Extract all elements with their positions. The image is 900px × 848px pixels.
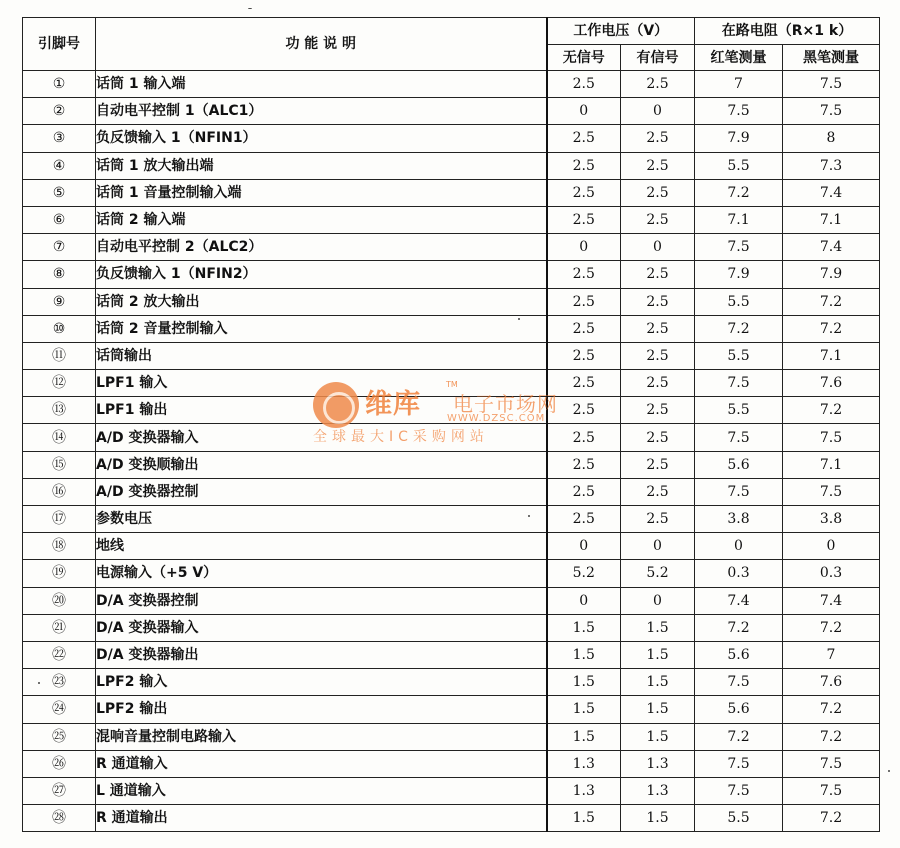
- resistance-red-probe: 7.2: [695, 179, 783, 206]
- resistance-red-probe: 7: [695, 71, 783, 98]
- voltage-no-signal: 2.5: [547, 125, 621, 152]
- watermark-tm: TM: [446, 380, 458, 389]
- voltage-no-signal: 2.5: [547, 315, 621, 342]
- resistance-red-probe: 5.5: [695, 805, 783, 832]
- voltage-with-signal: 2.5: [621, 261, 695, 288]
- pin-number: ⑭: [23, 424, 96, 451]
- table-row: [23, 696, 880, 723]
- header-with-signal: 有信号: [621, 45, 695, 71]
- voltage-no-signal: 2.5: [547, 506, 621, 533]
- function-description: 负反馈输入 1（NFIN1）: [96, 125, 547, 152]
- function-description: LPF2 输入: [96, 669, 547, 696]
- resistance-red-probe: 5.6: [695, 451, 783, 478]
- resistance-black-probe: 7.6: [783, 370, 880, 397]
- resistance-red-probe: 7.9: [695, 125, 783, 152]
- function-description: 话筒 2 输入端: [96, 206, 547, 233]
- voltage-with-signal: 2.5: [621, 451, 695, 478]
- watermark-domain: WWW.DZSC.COM: [447, 413, 546, 424]
- voltage-with-signal: 1.3: [621, 777, 695, 804]
- function-description: D/A 变换器输出: [96, 641, 547, 668]
- resistance-black-probe: 7.1: [783, 451, 880, 478]
- function-description: D/A 变换器控制: [96, 587, 547, 614]
- voltage-with-signal: 2.5: [621, 152, 695, 179]
- voltage-no-signal: 2.5: [547, 397, 621, 424]
- voltage-no-signal: 2.5: [547, 179, 621, 206]
- resistance-black-probe: 7.4: [783, 587, 880, 614]
- voltage-with-signal: 1.5: [621, 805, 695, 832]
- table-row: [23, 71, 880, 98]
- resistance-red-probe: 5.6: [695, 641, 783, 668]
- pin-number: ⑦: [23, 234, 96, 261]
- header-no-signal: 无信号: [547, 45, 621, 71]
- resistance-black-probe: 7.9: [783, 261, 880, 288]
- resistance-red-probe: 5.5: [695, 397, 783, 424]
- voltage-no-signal: 1.5: [547, 723, 621, 750]
- scan-speck: [248, 8, 252, 9]
- resistance-red-probe: 7.9: [695, 261, 783, 288]
- resistance-black-probe: 7.5: [783, 71, 880, 98]
- pin-number: ②: [23, 98, 96, 125]
- function-description: 自动电平控制 1（ALC1）: [96, 98, 547, 125]
- voltage-with-signal: 2.5: [621, 315, 695, 342]
- pin-number: ⑥: [23, 206, 96, 233]
- pin-number: ③: [23, 125, 96, 152]
- function-description: R 通道输出: [96, 805, 547, 832]
- pin-number: ⑰: [23, 506, 96, 533]
- resistance-red-probe: 7.5: [695, 478, 783, 505]
- function-description: LPF1 输出: [96, 397, 547, 424]
- resistance-red-probe: 7.5: [695, 750, 783, 777]
- table-row: [23, 342, 880, 369]
- voltage-with-signal: 2.5: [621, 370, 695, 397]
- table-row: [23, 805, 880, 832]
- pin-number: ㉗: [23, 777, 96, 804]
- resistance-black-probe: 7.2: [783, 315, 880, 342]
- function-description: 电源输入（+5 V）: [96, 560, 547, 587]
- voltage-with-signal: 2.5: [621, 478, 695, 505]
- resistance-red-probe: 7.4: [695, 587, 783, 614]
- function-description: R 通道输入: [96, 750, 547, 777]
- function-description: 话筒输出: [96, 342, 547, 369]
- pin-number: ㉑: [23, 614, 96, 641]
- table-row: [23, 669, 880, 696]
- function-description: 混响音量控制电路输入: [96, 723, 547, 750]
- pin-number: ㉒: [23, 641, 96, 668]
- voltage-with-signal: 1.3: [621, 750, 695, 777]
- pin-number: ⑧: [23, 261, 96, 288]
- pin-number: ㉔: [23, 696, 96, 723]
- header-black-probe: 黑笔测量: [783, 45, 880, 71]
- voltage-no-signal: 1.5: [547, 641, 621, 668]
- function-description: 话筒 1 音量控制输入端: [96, 179, 547, 206]
- resistance-red-probe: 7.1: [695, 206, 783, 233]
- voltage-no-signal: 2.5: [547, 206, 621, 233]
- voltage-no-signal: 2.5: [547, 424, 621, 451]
- resistance-red-probe: 7.5: [695, 370, 783, 397]
- pin-number: ⑩: [23, 315, 96, 342]
- watermark-subtitle: 电子市场网: [453, 392, 558, 416]
- voltage-with-signal: 1.5: [621, 723, 695, 750]
- table-row: [23, 315, 880, 342]
- header-resistance-group: 在路电阻（R×1 k）: [695, 18, 880, 45]
- table-row: [23, 506, 880, 533]
- resistance-black-probe: 7.6: [783, 669, 880, 696]
- table-row: [23, 478, 880, 505]
- resistance-red-probe: 7.5: [695, 669, 783, 696]
- voltage-no-signal: 1.3: [547, 777, 621, 804]
- voltage-with-signal: 0: [621, 234, 695, 261]
- voltage-no-signal: 2.5: [547, 71, 621, 98]
- table-row: [23, 206, 880, 233]
- pin-number: ⑮: [23, 451, 96, 478]
- voltage-with-signal: 0: [621, 533, 695, 560]
- pin-number: ㉘: [23, 805, 96, 832]
- resistance-red-probe: 5.6: [695, 696, 783, 723]
- resistance-black-probe: 3.8: [783, 506, 880, 533]
- resistance-black-probe: 7.5: [783, 424, 880, 451]
- resistance-black-probe: 7.3: [783, 152, 880, 179]
- function-description: A/D 变换器控制: [96, 478, 547, 505]
- voltage-no-signal: 2.5: [547, 288, 621, 315]
- header-voltage-group: 工作电压（V）: [547, 18, 695, 45]
- table-row: [23, 451, 880, 478]
- resistance-black-probe: 7.2: [783, 723, 880, 750]
- pin-number: ①: [23, 71, 96, 98]
- function-description: 地线: [96, 533, 547, 560]
- pin-number: ⑳: [23, 587, 96, 614]
- table-row: [23, 179, 880, 206]
- voltage-no-signal: 0: [547, 533, 621, 560]
- voltage-with-signal: 2.5: [621, 71, 695, 98]
- voltage-no-signal: 0: [547, 234, 621, 261]
- function-description: D/A 变换器输入: [96, 614, 547, 641]
- function-description: 话筒 2 放大输出: [96, 288, 547, 315]
- resistance-red-probe: 7.2: [695, 723, 783, 750]
- header-pin: 引脚号: [23, 18, 96, 71]
- resistance-red-probe: 7.5: [695, 98, 783, 125]
- voltage-with-signal: 1.5: [621, 641, 695, 668]
- table-row: [23, 234, 880, 261]
- table-row: [23, 152, 880, 179]
- table-row: [23, 288, 880, 315]
- resistance-red-probe: 7.5: [695, 777, 783, 804]
- header-function: 功 能 说 明: [96, 18, 547, 71]
- table-row: [23, 723, 880, 750]
- function-description: 自动电平控制 2（ALC2）: [96, 234, 547, 261]
- scan-speck: [518, 318, 520, 320]
- pin-number: ㉓: [23, 669, 96, 696]
- voltage-no-signal: 1.3: [547, 750, 621, 777]
- resistance-black-probe: 7.2: [783, 288, 880, 315]
- voltage-no-signal: 1.5: [547, 669, 621, 696]
- voltage-no-signal: 0: [547, 587, 621, 614]
- scan-speck: [888, 770, 890, 772]
- resistance-black-probe: 7.5: [783, 777, 880, 804]
- voltage-no-signal: 2.5: [547, 342, 621, 369]
- voltage-with-signal: 1.5: [621, 669, 695, 696]
- resistance-black-probe: 7.1: [783, 206, 880, 233]
- pin-number: ④: [23, 152, 96, 179]
- pin-function-table: [22, 17, 880, 832]
- resistance-red-probe: 7.5: [695, 424, 783, 451]
- pin-number: ㉕: [23, 723, 96, 750]
- resistance-red-probe: 0.3: [695, 560, 783, 587]
- pin-number: ⑲: [23, 560, 96, 587]
- pin-number: ⑪: [23, 342, 96, 369]
- voltage-with-signal: 2.5: [621, 506, 695, 533]
- resistance-black-probe: 7.5: [783, 750, 880, 777]
- voltage-with-signal: 0: [621, 98, 695, 125]
- function-description: A/D 变换顺输出: [96, 451, 547, 478]
- pin-number: ⑨: [23, 288, 96, 315]
- function-description: L 通道输入: [96, 777, 547, 804]
- resistance-red-probe: 7.2: [695, 315, 783, 342]
- table-row: [23, 641, 880, 668]
- function-description: 话筒 2 音量控制输入: [96, 315, 547, 342]
- table-row: [23, 533, 880, 560]
- table-row: [23, 424, 880, 451]
- voltage-with-signal: 1.5: [621, 696, 695, 723]
- resistance-black-probe: 7.1: [783, 342, 880, 369]
- resistance-red-probe: 5.5: [695, 342, 783, 369]
- function-description: LPF2 输出: [96, 696, 547, 723]
- resistance-black-probe: 7.2: [783, 397, 880, 424]
- voltage-with-signal: 2.5: [621, 424, 695, 451]
- function-description: 话筒 1 放大输出端: [96, 152, 547, 179]
- voltage-no-signal: 0: [547, 98, 621, 125]
- table-row: [23, 98, 880, 125]
- function-description: A/D 变换器输入: [96, 424, 547, 451]
- resistance-red-probe: 3.8: [695, 506, 783, 533]
- table-row: [23, 370, 880, 397]
- resistance-black-probe: 7.5: [783, 98, 880, 125]
- resistance-black-probe: 7.4: [783, 234, 880, 261]
- voltage-with-signal: 5.2: [621, 560, 695, 587]
- voltage-with-signal: 2.5: [621, 397, 695, 424]
- voltage-with-signal: 0: [621, 587, 695, 614]
- scan-speck: [38, 682, 40, 684]
- pin-number: ㉖: [23, 750, 96, 777]
- pin-number: ⑬: [23, 397, 96, 424]
- table-body: [23, 71, 880, 832]
- table-row: [23, 750, 880, 777]
- resistance-red-probe: 5.5: [695, 288, 783, 315]
- pin-number: ⑫: [23, 370, 96, 397]
- voltage-no-signal: 2.5: [547, 478, 621, 505]
- resistance-red-probe: 7.2: [695, 614, 783, 641]
- resistance-black-probe: 7.2: [783, 696, 880, 723]
- function-description: 负反馈输入 1（NFIN2）: [96, 261, 547, 288]
- voltage-no-signal: 2.5: [547, 152, 621, 179]
- voltage-with-signal: 2.5: [621, 288, 695, 315]
- table-row: [23, 397, 880, 424]
- voltage-with-signal: 2.5: [621, 206, 695, 233]
- pin-number: ⑤: [23, 179, 96, 206]
- voltage-no-signal: 2.5: [547, 451, 621, 478]
- pin-number: ⑯: [23, 478, 96, 505]
- function-description: 参数电压: [96, 506, 547, 533]
- voltage-no-signal: 5.2: [547, 560, 621, 587]
- voltage-no-signal: 1.5: [547, 614, 621, 641]
- watermark-brand: 维库: [365, 389, 421, 420]
- voltage-no-signal: 1.5: [547, 696, 621, 723]
- table-row: [23, 560, 880, 587]
- voltage-with-signal: 2.5: [621, 179, 695, 206]
- resistance-black-probe: 7.2: [783, 805, 880, 832]
- resistance-black-probe: 7.5: [783, 478, 880, 505]
- function-description: LPF1 输入: [96, 370, 547, 397]
- watermark-slogan: 全球最大IC采购网站: [313, 429, 489, 445]
- voltage-with-signal: 1.5: [621, 614, 695, 641]
- table-row: [23, 125, 880, 152]
- resistance-black-probe: 8: [783, 125, 880, 152]
- table-row: [23, 777, 880, 804]
- pin-number: ⑱: [23, 533, 96, 560]
- resistance-red-probe: 0: [695, 533, 783, 560]
- function-description: 话筒 1 输入端: [96, 71, 547, 98]
- table-row: [23, 587, 880, 614]
- resistance-black-probe: 7: [783, 641, 880, 668]
- table-row: [23, 614, 880, 641]
- voltage-no-signal: 1.5: [547, 805, 621, 832]
- resistance-black-probe: 7.2: [783, 614, 880, 641]
- voltage-with-signal: 2.5: [621, 125, 695, 152]
- voltage-no-signal: 2.5: [547, 370, 621, 397]
- resistance-red-probe: 7.5: [695, 234, 783, 261]
- resistance-black-probe: 0: [783, 533, 880, 560]
- voltage-no-signal: 2.5: [547, 261, 621, 288]
- resistance-red-probe: 5.5: [695, 152, 783, 179]
- header-red-probe: 红笔测量: [695, 45, 783, 71]
- resistance-black-probe: 0.3: [783, 560, 880, 587]
- table-row: [23, 261, 880, 288]
- scan-speck: [528, 515, 530, 517]
- voltage-with-signal: 2.5: [621, 342, 695, 369]
- resistance-black-probe: 7.4: [783, 179, 880, 206]
